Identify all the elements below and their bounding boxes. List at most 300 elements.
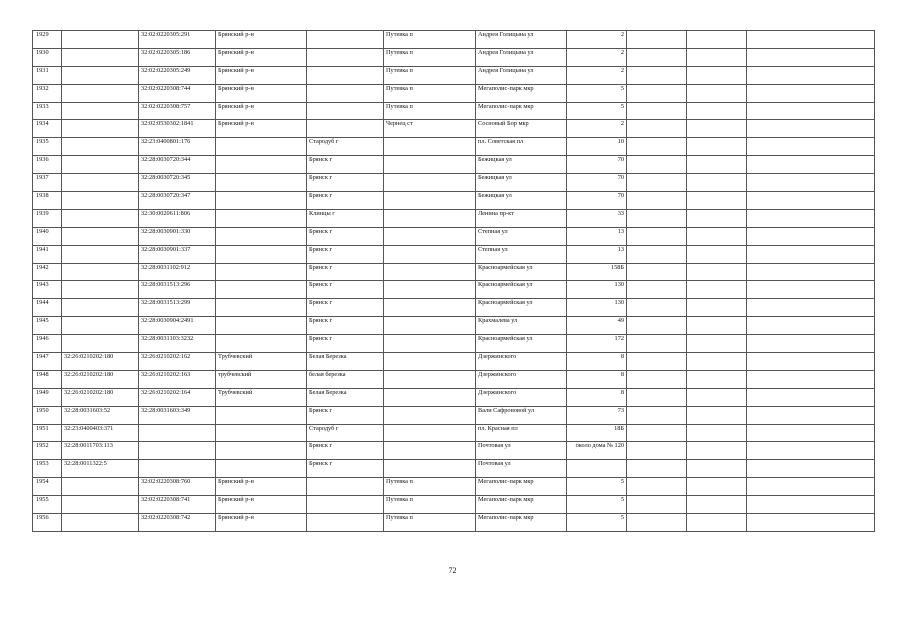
cell-cadastral-number: 32:28:0031513:296 bbox=[139, 281, 216, 299]
cell-city bbox=[307, 120, 384, 138]
cell-street: Андрея Голицына ул bbox=[476, 31, 567, 49]
cell-extra-3 bbox=[747, 48, 875, 66]
cell-cadastral-number: 32:28:0030901:337 bbox=[139, 245, 216, 263]
cell-parent-cadastral-number bbox=[62, 317, 139, 335]
cell-row-number: 1941 bbox=[33, 245, 62, 263]
table-row bbox=[33, 84, 875, 102]
cell-settlement bbox=[384, 209, 476, 227]
cell-house-number: 2 bbox=[567, 48, 627, 66]
cell-house-number bbox=[567, 460, 627, 478]
cell-street: Крахмалева ул bbox=[476, 317, 567, 335]
cell-district bbox=[216, 335, 307, 353]
table-row bbox=[33, 156, 875, 174]
cell-street: Почтовая ул bbox=[476, 442, 567, 460]
cell-cadastral-number: 32:02:0220305:291 bbox=[139, 31, 216, 49]
cell-settlement: Путевка п bbox=[384, 102, 476, 120]
cell-row-number: 1948 bbox=[33, 370, 62, 388]
cell-city: Брянск г bbox=[307, 156, 384, 174]
cell-row-number: 1940 bbox=[33, 227, 62, 245]
cell-district: Брянский р-н bbox=[216, 514, 307, 532]
cell-street: пл. Советская пл bbox=[476, 138, 567, 156]
cell-row-number: 1936 bbox=[33, 156, 62, 174]
cell-cadastral-number: 32:28:0031102:912 bbox=[139, 263, 216, 281]
cell-row-number: 1945 bbox=[33, 317, 62, 335]
table-row bbox=[33, 263, 875, 281]
cell-row-number: 1944 bbox=[33, 299, 62, 317]
cell-district bbox=[216, 192, 307, 210]
cell-row-number: 1951 bbox=[33, 424, 62, 442]
cell-settlement bbox=[384, 138, 476, 156]
cell-district: Брянский р-н bbox=[216, 66, 307, 84]
cell-extra-3 bbox=[747, 496, 875, 514]
cell-row-number: 1929 bbox=[33, 31, 62, 49]
cell-cadastral-number: 32:28:0030720:347 bbox=[139, 192, 216, 210]
table-row bbox=[33, 299, 875, 317]
cell-city: Клинцы г bbox=[307, 209, 384, 227]
cell-city: Белая Березка bbox=[307, 353, 384, 371]
cell-street: Степная ул bbox=[476, 245, 567, 263]
cell-row-number: 1956 bbox=[33, 514, 62, 532]
cell-city: Брянск г bbox=[307, 192, 384, 210]
cell-cadastral-number: 32:23:0400801:176 bbox=[139, 138, 216, 156]
table-row bbox=[33, 281, 875, 299]
cell-extra-1 bbox=[627, 299, 687, 317]
cell-row-number: 1949 bbox=[33, 388, 62, 406]
cell-city bbox=[307, 478, 384, 496]
cell-extra-1 bbox=[627, 156, 687, 174]
cell-extra-1 bbox=[627, 120, 687, 138]
cell-extra-3 bbox=[747, 281, 875, 299]
cell-parent-cadastral-number bbox=[62, 102, 139, 120]
cell-house-number: 70 bbox=[567, 174, 627, 192]
registry-table bbox=[32, 30, 875, 532]
cell-extra-3 bbox=[747, 514, 875, 532]
cell-street: Андрея Голицына ул bbox=[476, 66, 567, 84]
cell-row-number: 1942 bbox=[33, 263, 62, 281]
cell-extra-2 bbox=[687, 66, 747, 84]
cell-district bbox=[216, 281, 307, 299]
cell-extra-3 bbox=[747, 442, 875, 460]
cell-parent-cadastral-number bbox=[62, 245, 139, 263]
cell-district: трубчевский bbox=[216, 370, 307, 388]
cell-city: Брянск г bbox=[307, 460, 384, 478]
page-number: 72 bbox=[448, 566, 457, 575]
cell-extra-1 bbox=[627, 281, 687, 299]
cell-settlement bbox=[384, 335, 476, 353]
cell-parent-cadastral-number bbox=[62, 66, 139, 84]
cell-street: Красноармейская ул bbox=[476, 281, 567, 299]
cell-cadastral-number: 32:02:0220308:741 bbox=[139, 496, 216, 514]
cell-row-number: 1938 bbox=[33, 192, 62, 210]
cell-city: Брянск г bbox=[307, 263, 384, 281]
cell-street: Мегаполис-парк мкр bbox=[476, 514, 567, 532]
cell-parent-cadastral-number: 32:26:0210202:180 bbox=[62, 353, 139, 371]
cell-city: Брянск г bbox=[307, 227, 384, 245]
cell-extra-1 bbox=[627, 478, 687, 496]
cell-street: Красноармейская ул bbox=[476, 335, 567, 353]
cell-cadastral-number: 32:02:0220308:742 bbox=[139, 514, 216, 532]
cell-extra-2 bbox=[687, 496, 747, 514]
cell-parent-cadastral-number bbox=[62, 299, 139, 317]
cell-parent-cadastral-number: 32:23:0400403:371 bbox=[62, 424, 139, 442]
cell-row-number: 1937 bbox=[33, 174, 62, 192]
cell-district: Брянский р-н bbox=[216, 84, 307, 102]
cell-extra-3 bbox=[747, 174, 875, 192]
cell-cadastral-number: 32:02:0220308:744 bbox=[139, 84, 216, 102]
cell-house-number: 33 bbox=[567, 209, 627, 227]
cell-settlement bbox=[384, 174, 476, 192]
table-row bbox=[33, 370, 875, 388]
cell-street: Мегаполис-парк мкр bbox=[476, 478, 567, 496]
cell-parent-cadastral-number bbox=[62, 496, 139, 514]
cell-extra-2 bbox=[687, 174, 747, 192]
table-row bbox=[33, 388, 875, 406]
cell-extra-3 bbox=[747, 317, 875, 335]
cell-house-number: 70 bbox=[567, 156, 627, 174]
cell-extra-3 bbox=[747, 227, 875, 245]
cell-cadastral-number bbox=[139, 460, 216, 478]
cell-street: Дзержинского bbox=[476, 370, 567, 388]
table-row bbox=[33, 174, 875, 192]
cell-extra-3 bbox=[747, 245, 875, 263]
cell-row-number: 1947 bbox=[33, 353, 62, 371]
cell-extra-2 bbox=[687, 31, 747, 49]
table-row bbox=[33, 317, 875, 335]
cell-extra-2 bbox=[687, 299, 747, 317]
cell-settlement: Путевка п bbox=[384, 48, 476, 66]
cell-extra-1 bbox=[627, 245, 687, 263]
cell-settlement bbox=[384, 317, 476, 335]
cell-extra-2 bbox=[687, 227, 747, 245]
cell-house-number: 49 bbox=[567, 317, 627, 335]
cell-district bbox=[216, 263, 307, 281]
cell-extra-1 bbox=[627, 174, 687, 192]
cell-extra-1 bbox=[627, 317, 687, 335]
cell-district bbox=[216, 442, 307, 460]
cell-parent-cadastral-number bbox=[62, 514, 139, 532]
cell-parent-cadastral-number bbox=[62, 478, 139, 496]
cell-street: Бежицкая ул bbox=[476, 156, 567, 174]
cell-city: Брянск г bbox=[307, 335, 384, 353]
cell-city: Брянск г bbox=[307, 317, 384, 335]
cell-city: Брянск г bbox=[307, 442, 384, 460]
cell-cadastral-number: 32:02:0220308:760 bbox=[139, 478, 216, 496]
cell-district bbox=[216, 460, 307, 478]
cell-extra-2 bbox=[687, 478, 747, 496]
cell-settlement bbox=[384, 406, 476, 424]
table-row bbox=[33, 120, 875, 138]
cell-extra-2 bbox=[687, 406, 747, 424]
cell-district: Брянский р-н bbox=[216, 102, 307, 120]
cell-extra-3 bbox=[747, 138, 875, 156]
table-row bbox=[33, 442, 875, 460]
cell-extra-1 bbox=[627, 138, 687, 156]
cell-extra-2 bbox=[687, 281, 747, 299]
cell-district: Брянский р-н bbox=[216, 48, 307, 66]
cell-extra-3 bbox=[747, 263, 875, 281]
cell-parent-cadastral-number: 32:26:0210202:180 bbox=[62, 388, 139, 406]
cell-row-number: 1934 bbox=[33, 120, 62, 138]
cell-settlement bbox=[384, 442, 476, 460]
cell-extra-3 bbox=[747, 460, 875, 478]
cell-house-number: 8 bbox=[567, 353, 627, 371]
cell-settlement bbox=[384, 353, 476, 371]
cell-city bbox=[307, 48, 384, 66]
cell-house-number: 13 bbox=[567, 227, 627, 245]
cell-extra-1 bbox=[627, 406, 687, 424]
cell-district bbox=[216, 156, 307, 174]
cell-parent-cadastral-number bbox=[62, 84, 139, 102]
cell-settlement: Путевка п bbox=[384, 84, 476, 102]
cell-cadastral-number: 32:28:0031513:299 bbox=[139, 299, 216, 317]
cell-district bbox=[216, 227, 307, 245]
cell-cadastral-number: 32:28:0031103:3232 bbox=[139, 335, 216, 353]
cell-street: Мегаполис-парк мкр bbox=[476, 496, 567, 514]
cell-row-number: 1933 bbox=[33, 102, 62, 120]
cell-parent-cadastral-number bbox=[62, 335, 139, 353]
cell-house-number: 13 bbox=[567, 245, 627, 263]
cell-extra-2 bbox=[687, 335, 747, 353]
cell-parent-cadastral-number bbox=[62, 263, 139, 281]
cell-cadastral-number: 32:28:0031603:349 bbox=[139, 406, 216, 424]
cell-extra-3 bbox=[747, 156, 875, 174]
cell-extra-2 bbox=[687, 424, 747, 442]
cell-district bbox=[216, 174, 307, 192]
cell-house-number: 130 bbox=[567, 299, 627, 317]
cell-extra-1 bbox=[627, 370, 687, 388]
cell-parent-cadastral-number bbox=[62, 31, 139, 49]
cell-cadastral-number: 32:30:0020611:806 bbox=[139, 209, 216, 227]
cell-settlement: Чернец ст bbox=[384, 120, 476, 138]
cell-row-number: 1943 bbox=[33, 281, 62, 299]
cell-extra-1 bbox=[627, 31, 687, 49]
cell-extra-3 bbox=[747, 478, 875, 496]
cell-extra-1 bbox=[627, 102, 687, 120]
cell-street: Андрея Голицына ул bbox=[476, 48, 567, 66]
cell-row-number: 1954 bbox=[33, 478, 62, 496]
cell-street: Красноармейская ул bbox=[476, 299, 567, 317]
cell-cadastral-number: 32:02:0530302:1841 bbox=[139, 120, 216, 138]
cell-parent-cadastral-number: 32:26:0210202:180 bbox=[62, 370, 139, 388]
cell-house-number: около дома № 120 bbox=[567, 442, 627, 460]
cell-district bbox=[216, 317, 307, 335]
cell-district: Брянский р-н bbox=[216, 478, 307, 496]
cell-city: Брянск г bbox=[307, 174, 384, 192]
cell-settlement bbox=[384, 156, 476, 174]
cell-extra-2 bbox=[687, 460, 747, 478]
cell-row-number: 1939 bbox=[33, 209, 62, 227]
table-row bbox=[33, 353, 875, 371]
cell-district: Брянский р-н bbox=[216, 31, 307, 49]
cell-district: Трубчевский bbox=[216, 388, 307, 406]
cell-city bbox=[307, 66, 384, 84]
table-row bbox=[33, 478, 875, 496]
cell-street: Красноармейская ул bbox=[476, 263, 567, 281]
cell-parent-cadastral-number bbox=[62, 138, 139, 156]
cell-street: Ленина пр-кт bbox=[476, 209, 567, 227]
cell-extra-2 bbox=[687, 209, 747, 227]
cell-extra-3 bbox=[747, 388, 875, 406]
cell-cadastral-number: 32:28:0030901:330 bbox=[139, 227, 216, 245]
cell-extra-2 bbox=[687, 245, 747, 263]
cell-street: Почтовая ул bbox=[476, 460, 567, 478]
cell-house-number: 5 bbox=[567, 84, 627, 102]
cell-extra-3 bbox=[747, 209, 875, 227]
cell-cadastral-number: 32:02:0220305:186 bbox=[139, 48, 216, 66]
cell-street: Бежицкая ул bbox=[476, 174, 567, 192]
cell-extra-1 bbox=[627, 48, 687, 66]
cell-parent-cadastral-number bbox=[62, 209, 139, 227]
cell-extra-1 bbox=[627, 442, 687, 460]
table-row bbox=[33, 245, 875, 263]
cell-row-number: 1955 bbox=[33, 496, 62, 514]
cell-cadastral-number: 32:28:0030720:344 bbox=[139, 156, 216, 174]
cell-city bbox=[307, 31, 384, 49]
cell-settlement bbox=[384, 388, 476, 406]
cell-street: Дзержинского bbox=[476, 388, 567, 406]
cell-extra-1 bbox=[627, 496, 687, 514]
cell-extra-2 bbox=[687, 120, 747, 138]
cell-extra-2 bbox=[687, 138, 747, 156]
cell-city: Брянск г bbox=[307, 245, 384, 263]
cell-extra-2 bbox=[687, 442, 747, 460]
cell-house-number: 8 bbox=[567, 388, 627, 406]
cell-extra-3 bbox=[747, 335, 875, 353]
cell-extra-3 bbox=[747, 299, 875, 317]
cell-parent-cadastral-number bbox=[62, 192, 139, 210]
cell-street: пл. Красная пл bbox=[476, 424, 567, 442]
cell-house-number: 158Б bbox=[567, 263, 627, 281]
cell-house-number: 5 bbox=[567, 102, 627, 120]
cell-extra-2 bbox=[687, 388, 747, 406]
cell-settlement bbox=[384, 245, 476, 263]
cell-house-number: 172 bbox=[567, 335, 627, 353]
cell-parent-cadastral-number bbox=[62, 156, 139, 174]
cell-extra-1 bbox=[627, 192, 687, 210]
cell-city: белая березка bbox=[307, 370, 384, 388]
cell-house-number: 5 bbox=[567, 496, 627, 514]
cell-cadastral-number: 32:02:0220308:757 bbox=[139, 102, 216, 120]
table-row bbox=[33, 460, 875, 478]
cell-settlement bbox=[384, 263, 476, 281]
registry-table-body bbox=[33, 31, 875, 532]
cell-city: Брянск г bbox=[307, 406, 384, 424]
cell-extra-1 bbox=[627, 514, 687, 532]
table-row bbox=[33, 514, 875, 532]
cell-extra-3 bbox=[747, 102, 875, 120]
cell-district: Брянский р-н bbox=[216, 496, 307, 514]
cell-extra-2 bbox=[687, 156, 747, 174]
cell-house-number: 5 bbox=[567, 478, 627, 496]
cell-extra-2 bbox=[687, 263, 747, 281]
cell-row-number: 1930 bbox=[33, 48, 62, 66]
cell-cadastral-number: 32:26:0210202:163 bbox=[139, 370, 216, 388]
cell-settlement bbox=[384, 227, 476, 245]
cell-extra-3 bbox=[747, 424, 875, 442]
cell-extra-3 bbox=[747, 66, 875, 84]
cell-settlement: Путевка п bbox=[384, 31, 476, 49]
cell-house-number: 5 bbox=[567, 514, 627, 532]
cell-extra-1 bbox=[627, 263, 687, 281]
cell-district bbox=[216, 406, 307, 424]
cell-house-number: 130 bbox=[567, 281, 627, 299]
cell-cadastral-number bbox=[139, 424, 216, 442]
table-row bbox=[33, 424, 875, 442]
cell-cadastral-number: 32:28:0030720:345 bbox=[139, 174, 216, 192]
cell-extra-1 bbox=[627, 353, 687, 371]
cell-extra-2 bbox=[687, 353, 747, 371]
cell-extra-3 bbox=[747, 31, 875, 49]
cell-parent-cadastral-number bbox=[62, 227, 139, 245]
cell-settlement bbox=[384, 460, 476, 478]
cell-district bbox=[216, 138, 307, 156]
table-row bbox=[33, 102, 875, 120]
cell-row-number: 1952 bbox=[33, 442, 62, 460]
table-row bbox=[33, 66, 875, 84]
table-row bbox=[33, 138, 875, 156]
cell-district bbox=[216, 245, 307, 263]
cell-row-number: 1946 bbox=[33, 335, 62, 353]
table-row bbox=[33, 192, 875, 210]
cell-extra-2 bbox=[687, 317, 747, 335]
cell-street: Сосновый Бор мкр bbox=[476, 120, 567, 138]
cell-extra-3 bbox=[747, 192, 875, 210]
cell-district bbox=[216, 209, 307, 227]
cell-city: Брянск г bbox=[307, 281, 384, 299]
table-row bbox=[33, 227, 875, 245]
cell-city bbox=[307, 514, 384, 532]
cell-city: Брянск г bbox=[307, 299, 384, 317]
table-row bbox=[33, 209, 875, 227]
cell-settlement bbox=[384, 192, 476, 210]
cell-settlement: Путевка п bbox=[384, 496, 476, 514]
cell-extra-2 bbox=[687, 514, 747, 532]
cell-extra-2 bbox=[687, 84, 747, 102]
table-row bbox=[33, 335, 875, 353]
cell-parent-cadastral-number: 32:28:0011322:5 bbox=[62, 460, 139, 478]
cell-parent-cadastral-number bbox=[62, 281, 139, 299]
cell-extra-1 bbox=[627, 227, 687, 245]
cell-parent-cadastral-number: 32:28:0031603:52 bbox=[62, 406, 139, 424]
cell-settlement: Путевка п bbox=[384, 514, 476, 532]
table-row bbox=[33, 31, 875, 49]
table-row bbox=[33, 496, 875, 514]
cell-settlement bbox=[384, 370, 476, 388]
cell-city: Стародуб г bbox=[307, 138, 384, 156]
cell-row-number: 1950 bbox=[33, 406, 62, 424]
cell-settlement bbox=[384, 424, 476, 442]
cell-house-number: 8 bbox=[567, 370, 627, 388]
table-row bbox=[33, 48, 875, 66]
cell-extra-1 bbox=[627, 335, 687, 353]
cell-row-number: 1932 bbox=[33, 84, 62, 102]
cell-parent-cadastral-number bbox=[62, 48, 139, 66]
cell-extra-3 bbox=[747, 120, 875, 138]
cell-city bbox=[307, 102, 384, 120]
cell-house-number: 2 bbox=[567, 120, 627, 138]
cell-settlement: Путевка п bbox=[384, 478, 476, 496]
cell-extra-3 bbox=[747, 353, 875, 371]
cell-row-number: 1953 bbox=[33, 460, 62, 478]
cell-city: Стародуб г bbox=[307, 424, 384, 442]
cell-house-number: 10 bbox=[567, 138, 627, 156]
cell-settlement bbox=[384, 281, 476, 299]
cell-cadastral-number: 32:26:0210202:164 bbox=[139, 388, 216, 406]
cell-district: Брянский р-н bbox=[216, 120, 307, 138]
cell-house-number: 2 bbox=[567, 31, 627, 49]
cell-parent-cadastral-number: 32:28:0011703:113 bbox=[62, 442, 139, 460]
cell-city bbox=[307, 84, 384, 102]
